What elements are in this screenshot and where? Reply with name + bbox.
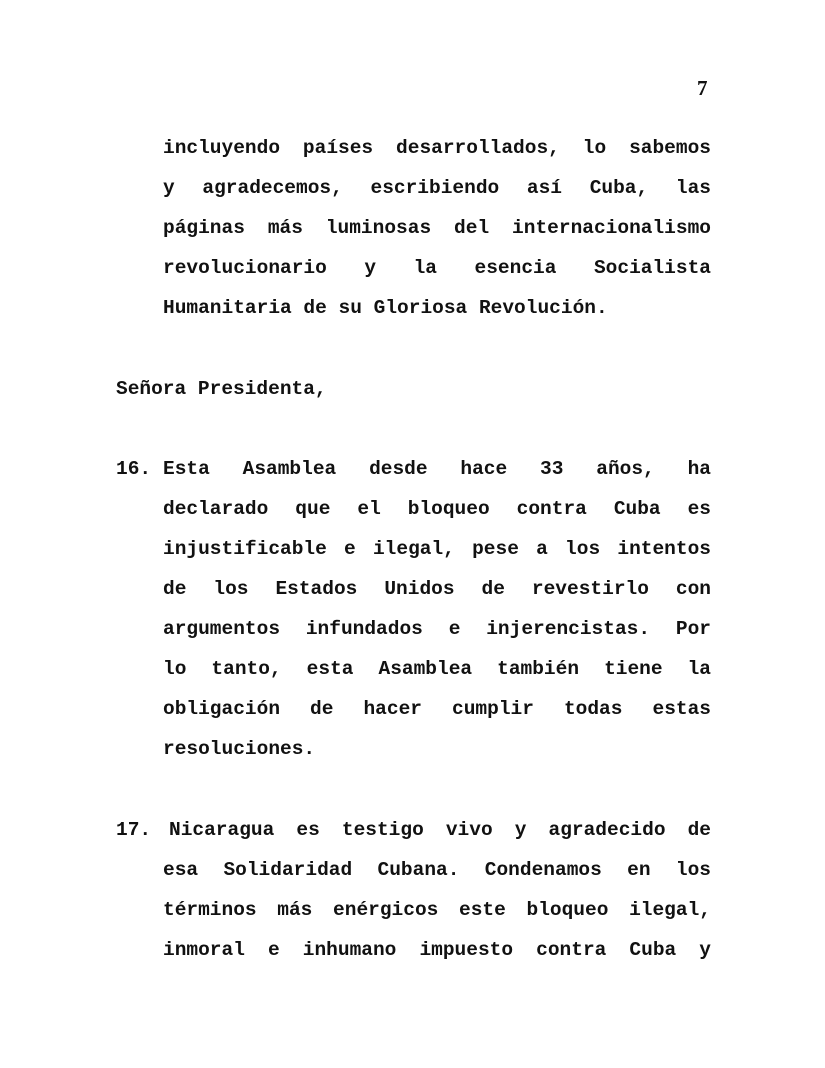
paragraph-number: 17. — [116, 819, 152, 841]
text-line: resoluciones. — [163, 738, 316, 760]
text-line: de los Estados Unidos de revestirlo con — [163, 578, 711, 600]
text-line: Esta Asamblea desde hace 33 años, ha — [163, 458, 711, 480]
salutation: Señora Presidenta, — [116, 378, 327, 400]
paragraph-number: 16. — [116, 458, 152, 480]
text-line: revolucionario y la esencia Socialista — [163, 257, 711, 279]
text-line: páginas más luminosas del internacionalismo — [163, 217, 711, 239]
text-line: argumentos infundados e injerencistas. Por — [163, 618, 711, 640]
text-line: inmoral e inhumano impuesto contra Cuba y — [163, 939, 711, 961]
text-line: Nicaragua es testigo vivo y agradecido de — [169, 819, 711, 841]
text-line: injustificable e ilegal, pese a los intentos — [163, 538, 711, 560]
page-number: 7 — [697, 76, 708, 100]
text-line: términos más enérgicos este bloqueo ilegal, — [163, 899, 711, 921]
text-line: obligación de hacer cumplir todas estas — [163, 698, 711, 720]
text-line: esa Solidaridad Cubana. Condenamos en los — [163, 859, 711, 881]
text-line: y agradecemos, escribiendo así Cuba, las — [163, 177, 711, 199]
text-line: declarado que el bloqueo contra Cuba es — [163, 498, 711, 520]
text-line: Humanitaria de su Gloriosa Revolución. — [163, 297, 608, 319]
text-line: incluyendo países desarrollados, lo sabemos — [163, 137, 711, 159]
text-line: lo tanto, esta Asamblea también tiene la — [163, 658, 711, 680]
